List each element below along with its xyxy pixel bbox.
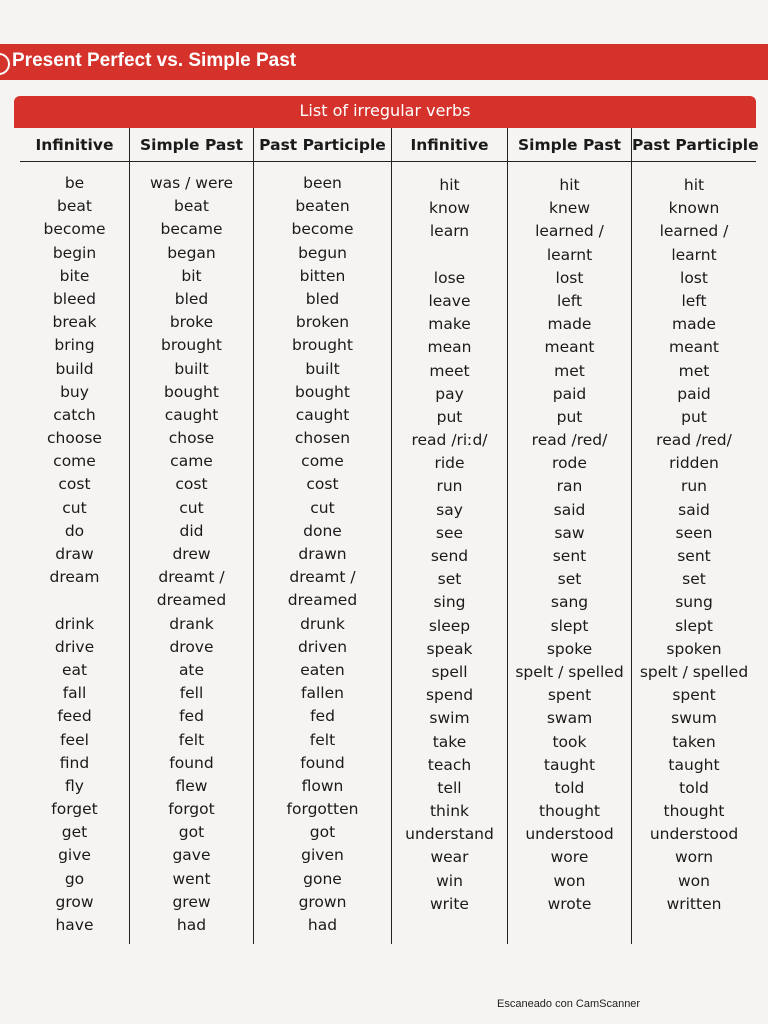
verb-cell: swam xyxy=(546,709,593,728)
column-body xyxy=(632,162,756,916)
verb-cell: drink xyxy=(54,614,95,633)
verb-cell: got xyxy=(178,823,205,842)
verb-cell: broke xyxy=(169,313,214,332)
verb-cell: wore xyxy=(550,848,589,867)
verb-cell: thought xyxy=(663,802,725,821)
verb-cell: began xyxy=(167,243,216,262)
verb-cell: paid xyxy=(677,384,711,403)
verb-cell: swim xyxy=(429,709,470,728)
table-column xyxy=(392,128,508,944)
verb-cell: read /riːd/ xyxy=(411,431,488,450)
verb-cell: bled xyxy=(305,289,340,308)
column-header: Infinitive xyxy=(392,128,507,162)
verb-cell: leave xyxy=(428,291,471,310)
verb-cell: given xyxy=(301,846,344,865)
verb-cell: came xyxy=(170,452,213,471)
verb-cell: made xyxy=(672,315,716,334)
verb-cell: said xyxy=(678,500,710,519)
verb-cell: thought xyxy=(539,802,600,821)
column-header: Past Participle xyxy=(254,128,391,162)
verb-cell: beaten xyxy=(295,197,350,216)
verb-cell: learned / xyxy=(659,222,729,241)
verb-cell: cost xyxy=(306,475,339,494)
verb-cell: choose xyxy=(47,429,102,448)
verb-cell: found xyxy=(300,753,345,772)
verb-cell: cut xyxy=(179,498,204,517)
verb-cell: make xyxy=(428,315,471,334)
verb-cell: do xyxy=(64,521,85,540)
circle-icon xyxy=(0,53,10,75)
verb-cell: ate xyxy=(178,660,205,679)
verb-cell: spent xyxy=(672,686,716,705)
verb-cell: break xyxy=(52,313,97,332)
verb-cell: taught xyxy=(668,755,720,774)
verb-cell: come xyxy=(301,452,344,471)
verb-cell: understand xyxy=(405,825,494,844)
verb-cell: said xyxy=(553,500,586,519)
verb-cell: dreamed xyxy=(287,591,358,610)
verb-cell: gone xyxy=(303,869,342,888)
verb-cell: became xyxy=(160,220,223,239)
section-banner xyxy=(0,44,768,80)
verb-cell: hit xyxy=(683,176,705,194)
verb-cell: have xyxy=(55,916,94,934)
verb-cell: bring xyxy=(54,336,95,355)
verb-cell: drive xyxy=(54,637,95,656)
table-title-bar xyxy=(14,96,756,128)
verb-cell: find xyxy=(59,753,90,772)
verb-cell: got xyxy=(309,823,336,842)
verb-cell: learn xyxy=(429,222,470,241)
verb-cell: sent xyxy=(677,547,711,565)
column-body xyxy=(130,162,253,937)
verb-cell: fell xyxy=(179,684,204,703)
verb-cell: know xyxy=(429,199,470,218)
verb-cell: feel xyxy=(60,730,89,749)
verb-cell: meet xyxy=(429,361,470,380)
verb-cell: set xyxy=(557,570,582,589)
verb-cell: fed xyxy=(179,707,204,726)
table-column xyxy=(130,128,254,944)
verb-cell: swum xyxy=(671,709,717,728)
verb-cell: known xyxy=(668,199,720,218)
verb-cell: learnt xyxy=(546,245,593,264)
verb-cell: drew xyxy=(172,545,211,563)
verb-cell: beat xyxy=(57,197,92,216)
verb-cell: beat xyxy=(174,197,209,216)
verb-cell: forget xyxy=(51,800,98,819)
verb-cell: rode xyxy=(552,454,587,473)
verb-cell: felt xyxy=(178,730,205,749)
verb-cell: fall xyxy=(62,684,87,703)
column-body xyxy=(392,162,507,916)
verb-cell: put xyxy=(556,407,583,426)
verb-cell: made xyxy=(547,315,592,334)
verb-cell: dreamt / xyxy=(158,568,225,587)
verb-cell: found xyxy=(169,753,214,772)
verb-cell: forgot xyxy=(168,800,215,819)
table-title: List of irregular verbs xyxy=(299,101,471,120)
verb-cell: bought xyxy=(295,382,350,401)
verb-cell: learnt xyxy=(671,245,717,264)
verb-cell: left xyxy=(681,291,707,310)
verb-cell: flew xyxy=(175,776,208,795)
verb-cell: paid xyxy=(552,384,587,403)
verb-cell: speak xyxy=(426,639,473,658)
verb-cell: ran xyxy=(556,477,583,496)
table-column xyxy=(508,128,632,944)
verb-cell: told xyxy=(679,778,709,797)
verb-cell: spend xyxy=(425,686,474,705)
verb-cell: drank xyxy=(169,614,214,633)
verb-cell: say xyxy=(436,500,463,519)
verb-cell: won xyxy=(553,871,586,890)
verb-cell: cut xyxy=(310,498,335,517)
verb-cell: wrote xyxy=(547,894,592,913)
verb-cell: drawn xyxy=(298,545,347,563)
verb-cell: cut xyxy=(62,498,87,517)
table-column xyxy=(632,128,759,944)
verb-cell: feed xyxy=(57,707,92,726)
verb-cell: knew xyxy=(548,199,590,218)
verb-cell: built xyxy=(174,359,209,378)
column-header: Infinitive xyxy=(20,128,129,162)
verb-cell: run xyxy=(436,477,463,496)
verb-cell: eat xyxy=(61,660,88,679)
verb-cell: chose xyxy=(168,429,215,448)
verb-cell: understood xyxy=(649,825,739,844)
verb-cell: dreamed xyxy=(156,591,227,610)
column-header: Simple Past xyxy=(130,128,253,162)
verb-cell: bitten xyxy=(299,266,346,285)
verb-cell: told xyxy=(554,778,585,797)
verb-cell: catch xyxy=(53,405,96,424)
verb-cell: sung xyxy=(675,593,713,612)
verb-cell: grow xyxy=(55,892,94,911)
verb-cell: sing xyxy=(433,593,466,612)
table-column xyxy=(254,128,392,944)
verb-cell: understood xyxy=(525,825,614,844)
verb-cell: lost xyxy=(680,268,708,287)
verb-cell: begin xyxy=(52,243,97,262)
verb-cell: build xyxy=(55,359,94,378)
verb-cell: win xyxy=(436,871,463,890)
verb-cell: tell xyxy=(437,778,462,797)
verb-cell: forgotten xyxy=(286,800,359,819)
verb-cell: drove xyxy=(169,637,214,656)
verb-cell: spent xyxy=(547,686,592,705)
verb-cell: felt xyxy=(309,730,336,749)
verb-cell: taken xyxy=(672,732,716,751)
verb-cell: took xyxy=(552,732,587,751)
verb-cell: sent xyxy=(552,547,587,565)
verb-cell: come xyxy=(53,452,96,471)
verb-cell: take xyxy=(432,732,467,751)
verb-cell: set xyxy=(437,570,462,589)
verb-cell: gave xyxy=(172,846,211,865)
verb-cell: put xyxy=(681,407,707,426)
verb-cell: broken xyxy=(295,313,350,332)
verb-cell: hit xyxy=(439,176,460,194)
verb-cell: bite xyxy=(59,266,90,285)
verb-cell: won xyxy=(678,871,710,890)
verb-cell: dream xyxy=(49,568,100,587)
verb-cell: written xyxy=(666,894,722,913)
verb-cell: driven xyxy=(297,637,348,656)
verb-cell: eaten xyxy=(300,660,345,679)
verb-cell: pay xyxy=(435,384,464,403)
verb-cell xyxy=(392,244,507,267)
verb-cell: fallen xyxy=(301,684,344,703)
verb-cell: slept xyxy=(550,616,589,635)
verb-cell: ride xyxy=(434,454,465,473)
verb-cell: become xyxy=(43,220,106,239)
section-title: Present Perfect vs. Simple Past xyxy=(12,50,297,71)
verb-cell: lost xyxy=(555,268,584,287)
verb-cell: send xyxy=(430,547,469,565)
verb-cell: fed xyxy=(310,707,335,726)
verb-cell: ridden xyxy=(669,454,719,473)
verb-cell: teach xyxy=(427,755,472,774)
verb-cell: cost xyxy=(58,475,91,494)
column-header: Simple Past xyxy=(508,128,631,162)
verb-cell: grown xyxy=(298,892,347,911)
verb-cell: caught xyxy=(295,405,350,424)
verb-cell: draw xyxy=(55,545,94,563)
verb-cell: meant xyxy=(668,338,720,357)
verb-cell: learned / xyxy=(535,222,604,241)
verb-cell: been xyxy=(303,174,342,192)
verb-cell: spelt / spelled xyxy=(639,662,749,681)
verb-cell: bit xyxy=(181,266,202,285)
scanner-watermark: Escaneado con CamScanner xyxy=(497,998,641,1010)
verb-cell: write xyxy=(430,894,469,913)
verb-cell: caught xyxy=(164,405,219,424)
verb-cell: had xyxy=(307,916,338,934)
verb-cell: begun xyxy=(298,243,347,262)
verb-cell: wear xyxy=(430,848,469,867)
verb-cell: met xyxy=(554,361,585,380)
verb-cell: went xyxy=(172,869,211,888)
verb-cell: brought xyxy=(161,336,222,355)
verb-cell: become xyxy=(291,220,354,239)
verb-cell: brought xyxy=(292,336,353,355)
verb-cell: grew xyxy=(172,892,211,911)
verb-cell: sang xyxy=(550,593,589,612)
verb-cell: slept xyxy=(675,616,713,635)
verb-cell: left xyxy=(556,291,583,310)
verb-cell: taught xyxy=(543,755,596,774)
verb-cell: bleed xyxy=(52,289,97,308)
verb-cell xyxy=(20,589,129,612)
verb-cell: worn xyxy=(674,848,714,867)
table-column xyxy=(20,128,130,944)
verb-cell: get xyxy=(61,823,88,842)
verb-cell: chosen xyxy=(294,429,351,448)
column-header: Past Participle xyxy=(632,128,756,162)
verb-cell: set xyxy=(682,570,706,589)
column-body xyxy=(508,162,631,916)
column-body xyxy=(254,162,391,937)
verb-cell: read /red/ xyxy=(656,431,732,450)
verb-cell: saw xyxy=(554,523,585,542)
verb-cell: fly xyxy=(65,776,84,795)
verb-cell: hit xyxy=(559,176,580,194)
verb-cell: dreamt / xyxy=(289,568,356,587)
verb-cell: bled xyxy=(174,289,209,308)
verb-cell: sleep xyxy=(428,616,471,635)
verb-cell: buy xyxy=(60,382,89,401)
verb-cell: put xyxy=(436,407,463,426)
verb-cell: go xyxy=(64,869,85,888)
verb-cell: did xyxy=(179,521,204,540)
verb-cell: lose xyxy=(433,268,466,287)
irregular-verbs-table xyxy=(20,128,759,944)
verb-cell: seen xyxy=(675,523,713,542)
verb-cell: mean xyxy=(427,338,472,357)
verb-cell: flown xyxy=(301,776,344,795)
verb-cell: spell xyxy=(431,662,468,681)
verb-cell: bought xyxy=(164,382,219,401)
verb-cell: cost xyxy=(175,475,208,494)
verb-cell: spelt / spelled xyxy=(515,662,624,681)
verb-cell: was / were xyxy=(149,174,234,192)
verb-cell: built xyxy=(305,359,340,378)
verb-cell: met xyxy=(678,361,710,380)
verb-cell: spoken xyxy=(666,639,722,658)
verb-cell: run xyxy=(680,477,708,496)
verb-cell: give xyxy=(58,846,91,865)
verb-cell: done xyxy=(303,521,342,540)
verb-cell: think xyxy=(429,802,469,821)
verb-cell: spoke xyxy=(546,639,593,658)
verb-cell: see xyxy=(435,523,464,542)
verb-cell: had xyxy=(176,916,207,934)
verb-cell: read /red/ xyxy=(531,431,608,450)
verb-cell: be xyxy=(64,174,85,192)
verb-cell: meant xyxy=(544,338,595,357)
verb-cell: drunk xyxy=(300,614,345,633)
column-body xyxy=(20,162,129,937)
